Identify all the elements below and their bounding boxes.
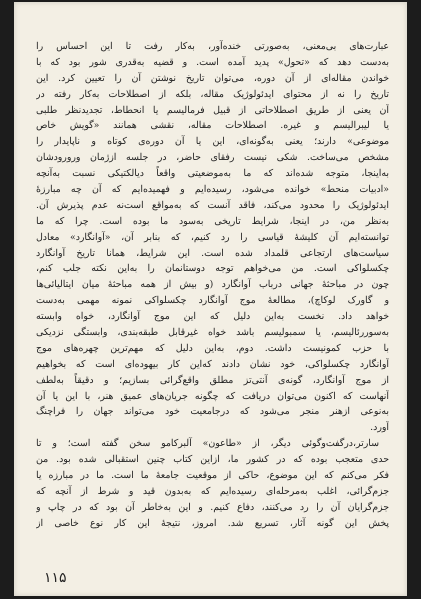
page-text xyxy=(36,39,389,532)
text-line: به‌دست دهد که «تحول» پدید آمده است. و قضیه به‌قدری شور بود که با xyxy=(36,56,389,68)
text-line: جزم‌گرایان آن را رد می‌کنند، دفاع کنیم. و این به‌خاطر آن بود که در چاپ و xyxy=(36,501,389,513)
text-line: چون در مباحثهٔ جهانی درباب آوانگارد (و بیش از همه مباحثهٔ میان ایتالیائی‌ها xyxy=(36,279,389,291)
text-line: به‌نظر من، در اینجا، شرایط تاریخی به‌سود ما بوده است. چرا که ما xyxy=(36,215,389,227)
text-line: توانسته‌ایم آن کلیشهٔ قیاسی را رد کنیم، که بنابر آن، «آوانگارد» معادل xyxy=(36,231,389,243)
text-line: «ادبیات منحط» خوانده می‌شود، رسیده‌ایم و فهمیده‌ایم که آن چه مبارزهٔ xyxy=(36,184,389,196)
text-line: سیاست‌های ارتجاعی قلمداد شده است. این شرایط، همانا تاریخ آوانگارد xyxy=(36,247,389,259)
text-line: به‌اینجا، متوجه شده‌اند که ما به‌موضعیتی واقعاً دیالکتیکی نسبت به‌آنچه xyxy=(36,168,389,180)
page-number: ۱۱۵ xyxy=(44,570,67,586)
text-line: حدی متعجب بوده که در کشور ما، ازاین کتاب چنین استقبالی شده بود. من xyxy=(36,454,389,466)
book-page xyxy=(14,2,407,596)
text-line: عبارت‌های بی‌معنی، به‌صورتی خنده‌آور، به‌کار رفت تا این احساس را xyxy=(36,41,389,52)
text-line: آنهاست که اکنون می‌توان دریافت که چگونه جریان‌های عمیق هنر، با این یا آن xyxy=(36,390,389,402)
text-line: آورد. xyxy=(370,422,389,434)
text-line: ایدئولوژیک را محدود می‌کند، فاقد آنست که به‌مواقع است‌نه عدم پذیرش آن. xyxy=(36,199,389,211)
text-line: فکر می‌کنم که این موضوع، حاکی از موقعیت جامعهٔ ما است. ما در مبارزه یا xyxy=(36,470,389,482)
text-line: مشخص می‌ساخت. شکی نیست رفقای حاضر، در جلسه ازژمان ورورودشان xyxy=(36,152,389,164)
text-line: به‌نوعی ازهنر منجر می‌شود که درجامعیت خود می‌تواند جهان را فراچنگ xyxy=(36,406,389,418)
text-line: خواهد داد. نخست به‌این دلیل که این موج آوانگارد، خواه وابسته xyxy=(36,311,389,323)
text-line: آن یعنی از طریق اصطلاحاتی از قبیل فرمالیسم یا انحطاط، تجدیدنظر طلبی xyxy=(36,104,389,116)
text-line: پخش این گونه آثار، تسریع شد. امروز، نتیجهٔ این کار نوع خاصی از xyxy=(36,517,389,529)
text-line: موضوعی» دارند؛ یعنی به‌گونه‌ای، این یا آن دوره‌ی کوتاه و ناپایدار را xyxy=(36,136,389,148)
text-line: و گاورک لوکاچ)، مطالعهٔ موج آوانگارد چکسلواکی نمونه مهمی به‌دست xyxy=(36,295,389,307)
text-line: یا لیبرالیسم و غیره. اصطلاحات مقاله، نقشی همانند «گویش خاص xyxy=(36,120,389,132)
text-line: به‌سوررئالیسم، یا سمبولیسم باشد خواه غیرقابل طبقه‌بندی، وابستگی نزدیکی xyxy=(36,327,389,339)
text-line: چکسلواکی است. من می‌خواهم توجه دوستانمان را به‌این نکته جلب کنم، xyxy=(36,263,389,275)
text-line: خواندن مقاله‌ای از آن دوره، می‌توان تاریخ نوشتن آن را تعیین کرد. این xyxy=(36,72,389,84)
text-line: سارتر،درگفت‌وگوئی دیگر، از «طاعون» آلبرکامو سخن گفته است؛ و تا xyxy=(36,438,379,450)
paragraph-1 xyxy=(36,39,389,436)
text-line: تاریخ را نه از محتوای ایدئولوژیک مقاله، بلکه از اصطلاحات به‌کار رفته در xyxy=(36,88,389,100)
text-line: آوانگارد چکسلواکی، خود نشان دادند که‌این کار بیهوده‌ای است که بخواهیم xyxy=(36,358,389,370)
text-line: از موج آوانگارد، گونه‌ی آنتی‌تز مطلق واقع‌گرائی بسازیم؛ و دقیقاً به‌لطف xyxy=(36,374,389,386)
paragraph-2 xyxy=(36,436,389,531)
text-line: جزم‌گرائی، اغلب به‌مرحله‌ای رسیده‌ایم که به‌بدون قید و شرط از آنچه که xyxy=(36,485,389,497)
text-line: با حزب کمونیست داشت. دوم، به‌این دلیل که مهم‌ترین چهره‌های موج xyxy=(36,342,389,354)
